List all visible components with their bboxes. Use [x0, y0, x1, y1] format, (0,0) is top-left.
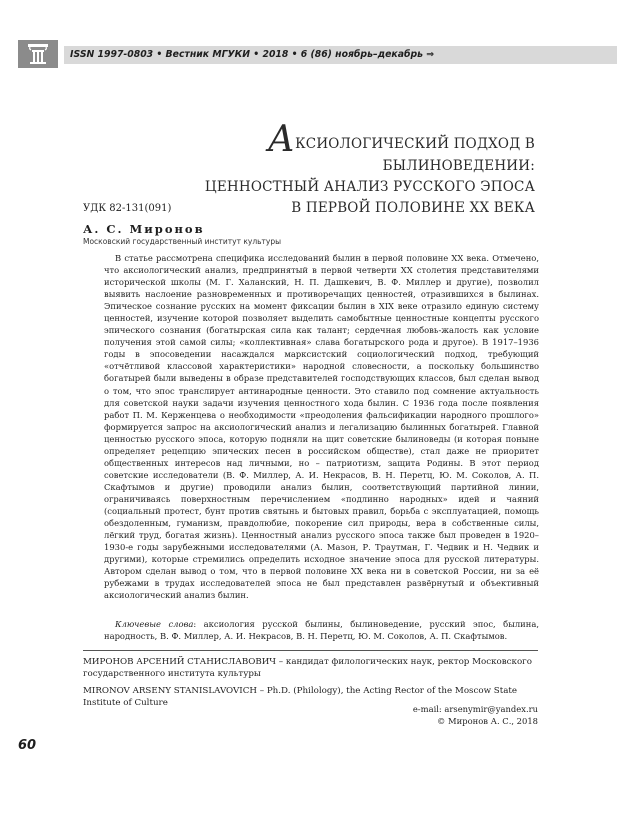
author-name: А. С. Миронов [83, 222, 205, 236]
title-line-1: КСИОЛОГИЧЕСКИЙ ПОДХОД В БЫЛИНОВЕДЕНИИ: [295, 136, 535, 174]
author-affiliation: Московский государственный институт культуры [83, 237, 282, 246]
bio-en-description: – Ph.D. (Philology), the Acting Rector of the Moscow State Institute of Culture [83, 686, 518, 708]
article-title [130, 119, 535, 219]
author-email: e-mail: arsenymir@yandex.ru [412, 704, 538, 714]
bio-en-name: MIRONOV ARSENY STANISLAVOVICH [83, 686, 257, 696]
keywords-label: Ключевые слова [115, 619, 194, 629]
journal-logo [18, 40, 58, 68]
copyright: © Миронов А. С., 2018 [437, 716, 538, 726]
page-number: 60 [18, 738, 37, 753]
journal-header [18, 40, 617, 68]
bio-ru-name: МИРОНОВ АРСЕНИЙ СТАНИСЛАВОВИЧ [83, 657, 277, 667]
journal-issue-line: ISSN 1997-0803 • Вестник МГУКИ • 2018 • 6 (86) ноябрь–декабрь ⇒ [70, 49, 435, 60]
title-line-3: В ПЕРВОЙ ПОЛОВИНЕ XX ВЕКА [291, 200, 535, 216]
keywords-list: : аксиология русской былины, былиноведение, русский эпос, былина, народность, В. Ф. Миллер, А. И. Некрасов, В. Н. Перетц, Ю. М. Соколов, А. П. Скафтымов. [104, 619, 540, 642]
keywords [104, 618, 539, 642]
column-icon [27, 43, 49, 65]
author-bio-ru [83, 657, 538, 681]
title-line-2: ЦЕННОСТНЫЙ АНАЛИЗ РУССКОГО ЭПОСА [204, 179, 535, 195]
abstract-text: В статье рассмотрена специфика исследований былин в первой половине XX века. Отмечено, что аксиологический анализ, предпринятый в первой четверти XX столетия представителями исторической школы (М. Г. Халанский, Н. П. Дашкевич, В. Ф. Миллер и другие), позволил выявить наслоение разновременных и противоречащих ценностей, отразившихся в былинах. Эпическое сознание русских на момент фиксации былин в XIX веке отразило единую систему ценностей, изучение которой позволяет выделить самобытные ценностные концепты русского эпического сознания (богатырская сила как талант; сердечная любовь-жалость как условие получения этой самой силы; «коллективная» слава богатырского рода и другое). В 1917–1936 годы в эпосоведении насаждался марксистский социологический подход, требующий «отчётливой классовой характеристики» народной словесности, а поскольку большинство богатырей были выведены в образе представителей господствующих классов, был сделан вывод о том, что эпос транслирует антинародные ценности. Это ставило под сомнение актуальность для советской науки задачи изучения ценностного хода былин. С 1936 года после появления работ П. М. Керженцева о необходимости «преодоления фальсификации народного прошлого» формируется запрос на аксиологический анализ и легализацию былинных богатырей. Главной ценностью русского эпоса, которую подняли на щит советские былиноведы (и которая поныне определяет рецепцию эпических песен в российском обществе), стал даже не приоритет общественных интересов над личными, но – патриотизм, защита Родины. В этот период советские исследователи (В. Ф. Миллер, А. И. Некрасов, В. Н. Перетц, Ю. М. Соколов, А. П. Скафтымов и другие) проводили анализ былин, соответствующий партийной линии, ограничиваясь поверхностным перечислением «подлинно народных» идей и чаяний (социальный протест, бунт против святынь и бытовых правил, борьба с эксплуатацией, помощь обездоленным, гуманизм, правдолюбие, покорение сил природы, вера в собственные силы, лёгкий труд, богатая жизнь). Ценностный анализ русского эпоса также был проведен в 1920–1930-е годы зарубежными исследователями (А. Мазон, Р. Траутман, Г. Чедвик и Н. Чедвик и другими), которые стремились определить исходное значение эпоса для русской литературы. Автором сделан вывод о том, что в первой половине XX века ни в советской России, ни за её рубежами в трудах исследователей эпоса не был представлен развёрнутый и объективный аксиологический анализ былин. [104, 253, 539, 601]
title-initial: А [267, 119, 296, 160]
bio-ru-description: – кандидат филологических наук, ректор Московского государственного института культуры [83, 657, 532, 679]
udk-code: УДК 82-131(091) [83, 203, 172, 214]
section-divider [83, 650, 538, 651]
